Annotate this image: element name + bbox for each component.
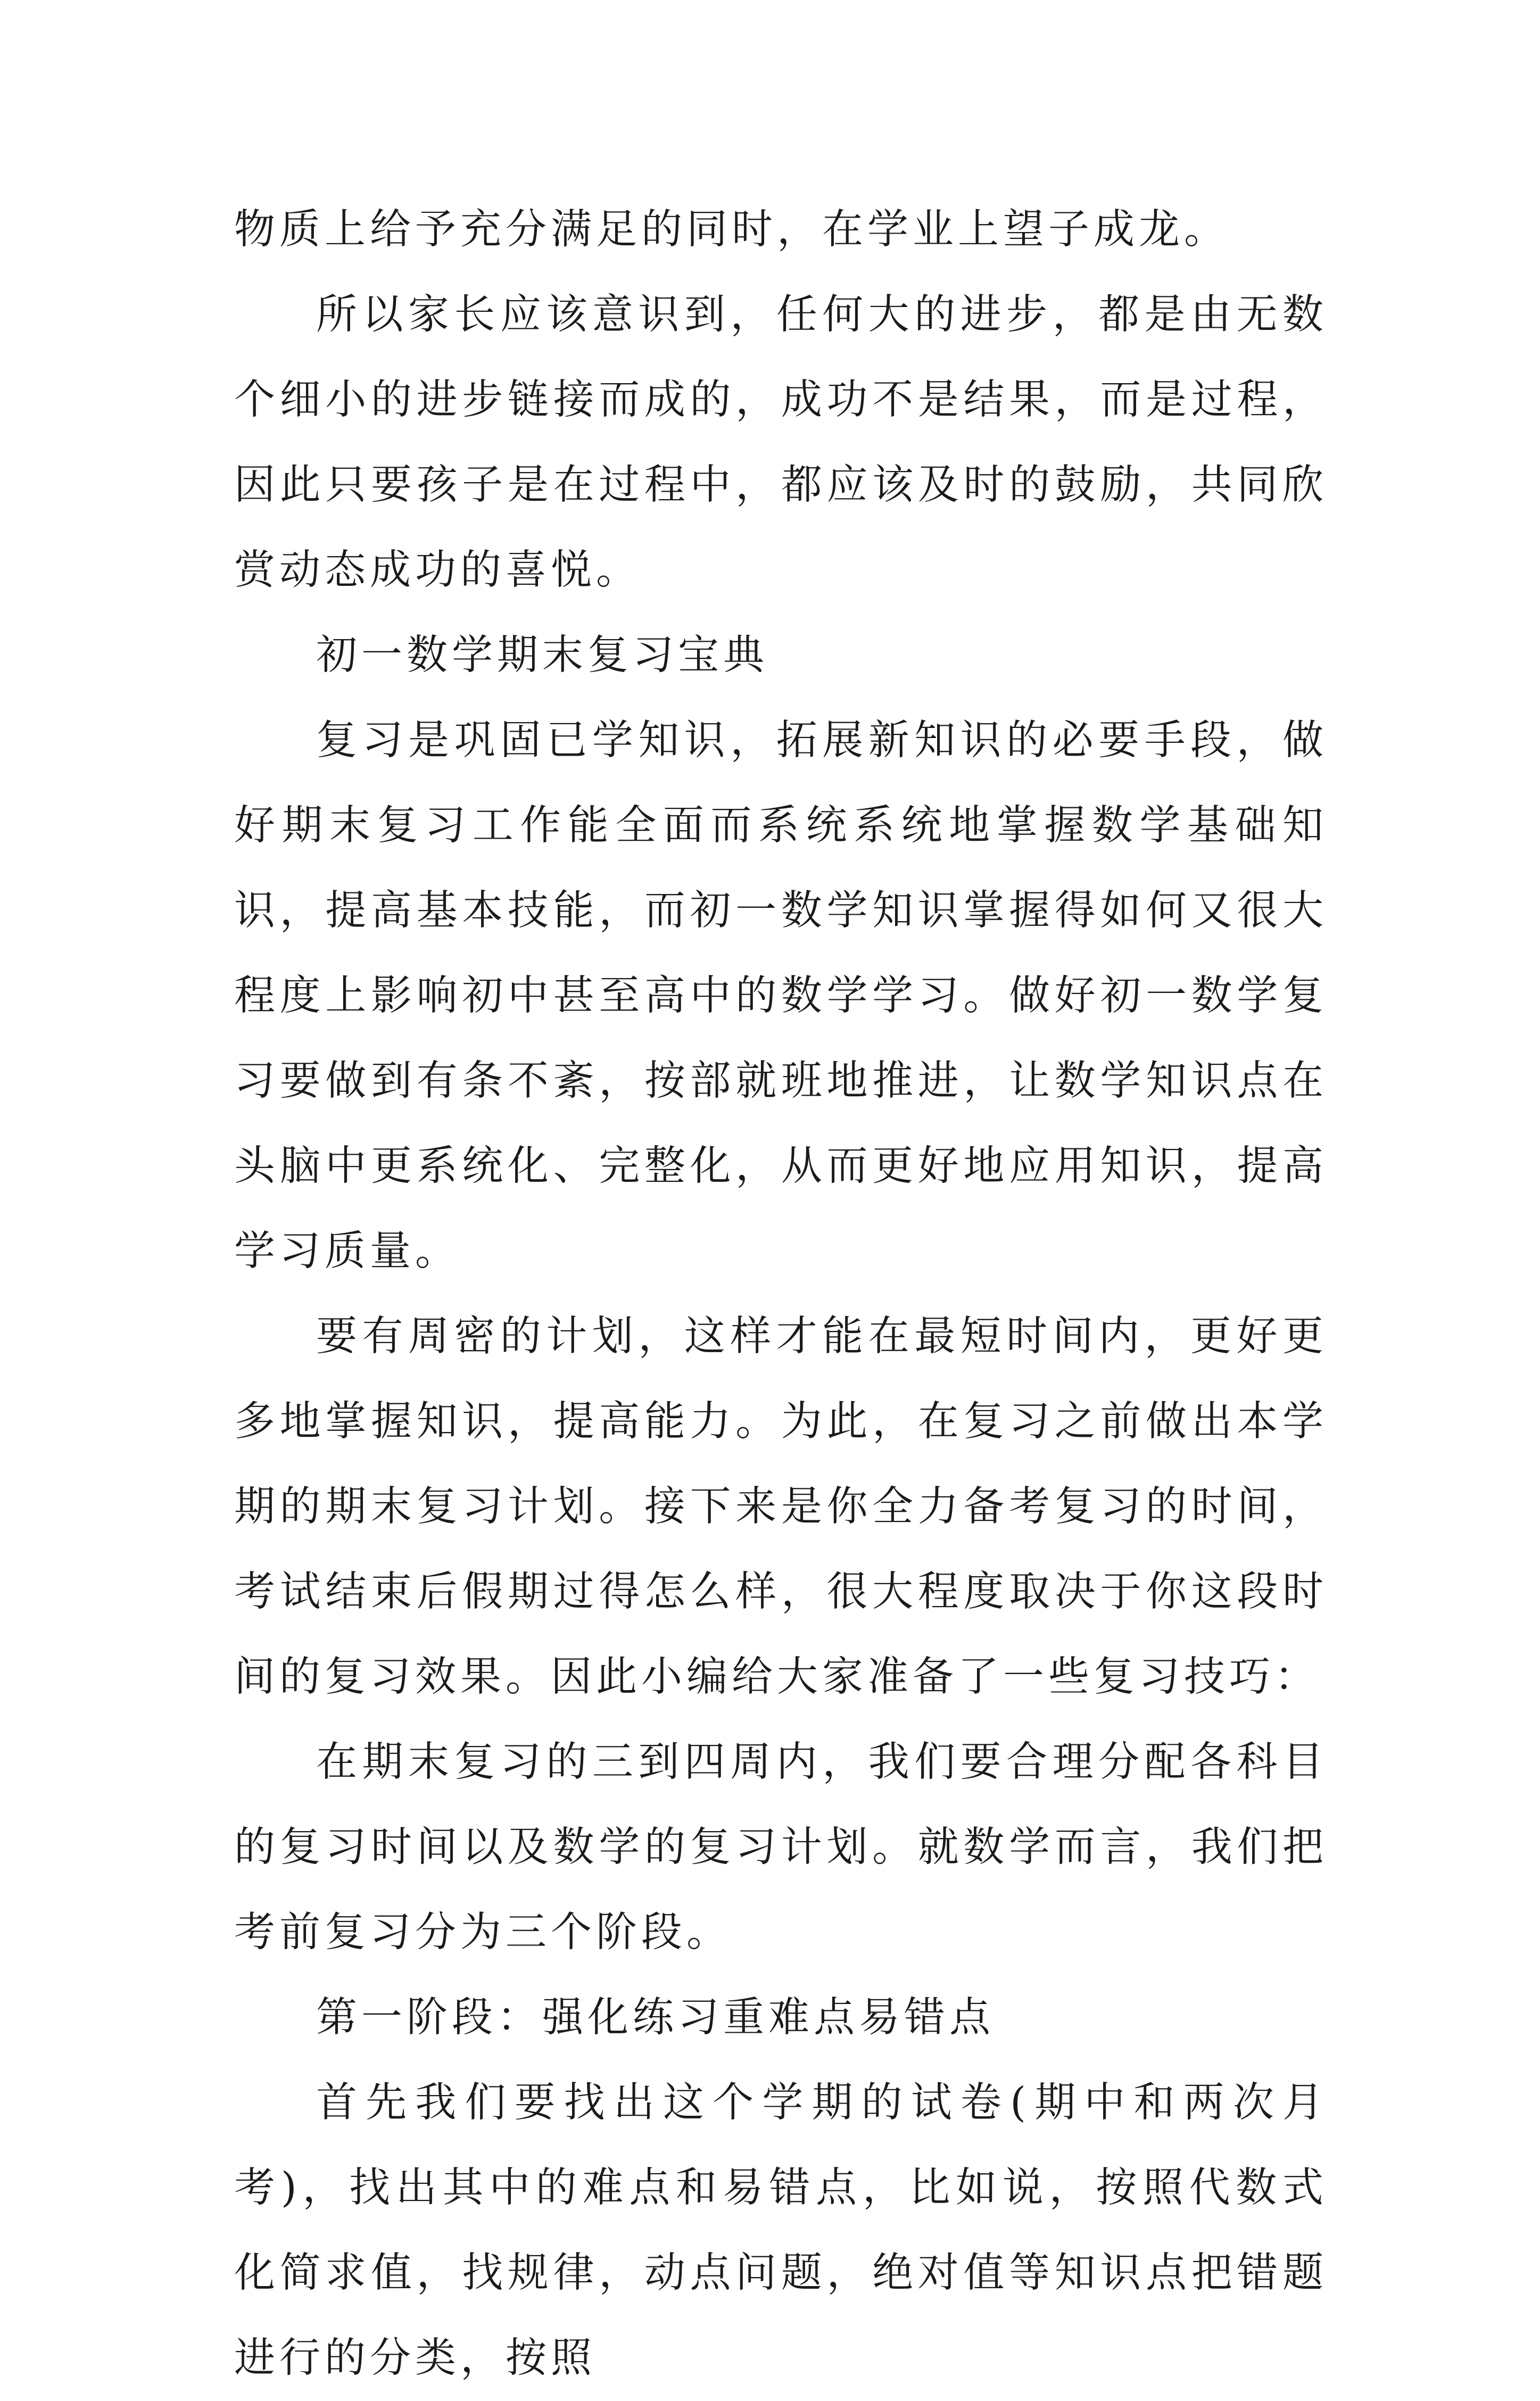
- section-heading: 初一数学期末复习宝典: [316, 632, 768, 679]
- paragraph-4: 要有周密的计划，这样才能在最短时间内，更好更多地掌握知识，提高能力。为此，在复习之前做出本学期的期末复习计划。接下来是你全力备考复习的时间，考试结束后假期过得怎么样，很大程度取决于你这段时间的复习效果。因此小编给大家准备了一些复习技巧：: [234, 1313, 1328, 1701]
- stage-heading: 第一阶段：强化练习重难点易错点: [316, 1994, 995, 2041]
- paragraph-3: 复习是巩固已学知识，拓展新知识的必要手段，做好期末复习工作能全面而系统系统地掌握数学基础知识，提高基本技能，而初一数学知识掌握得如何又很大程度上影响初中甚至高中的数学学习。做好初一数学复习要做到有条不紊，按部就班地推进，让数学知识点在头脑中更系统化、完整化，从而更好地应用知识，提高学习质量。: [234, 717, 1328, 1275]
- paragraph-6: 首先我们要找出这个学期的试卷(期中和两次月考)，找出其中的难点和易错点，比如说，按照代数式化简求值，找规律，动点问题，绝对值等知识点把错题进行的分类，按照: [234, 2079, 1328, 2382]
- paragraph-1: 物质上给予充分满足的同时，在学业上望子成龙。: [234, 206, 1229, 253]
- paragraph-2: 所以家长应该意识到，任何大的进步，都是由无数个细小的进步链接而成的，成功不是结果，而是过程，因此只要孩子是在过程中，都应该及时的鼓励，共同欣赏动态成功的喜悦。: [234, 291, 1328, 594]
- paragraph-5: 在期末复习的三到四周内，我们要合理分配各科目的复习时间以及数学的复习计划。就数学而言，我们把考前复习分为三个阶段。: [234, 1738, 1328, 1956]
- document-body: [234, 187, 1328, 2401]
